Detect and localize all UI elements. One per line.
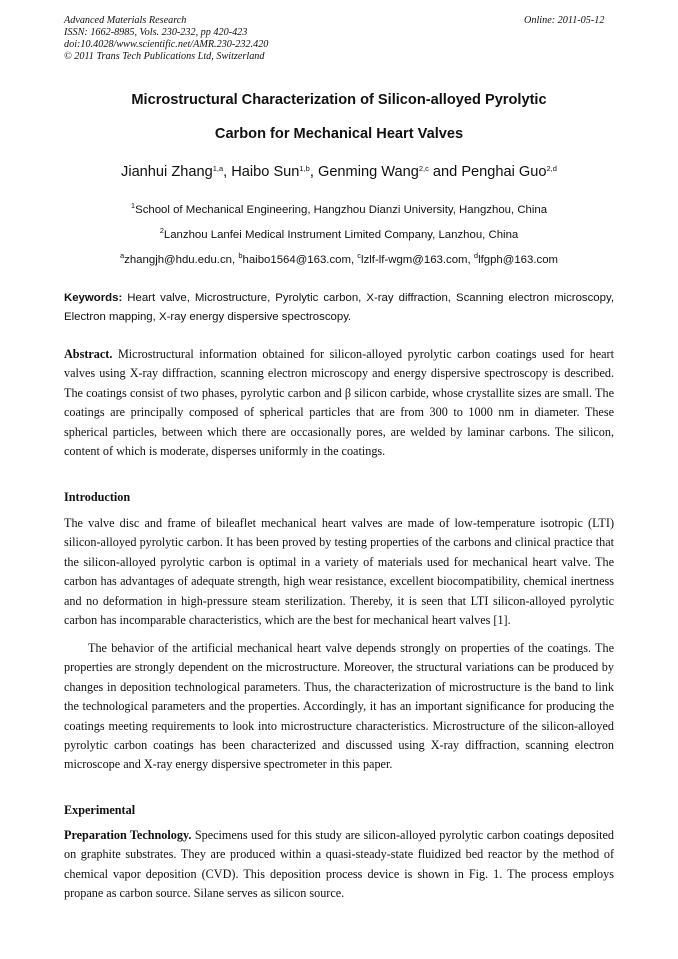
journal-issn: ISSN: 1662-8985, Vols. 230-232, pp 420-423 <box>64 27 248 38</box>
online-date: Online: 2011-05-12 <box>524 15 605 26</box>
affiliation-2: $^2$Lanzhou Lanfei Medical Instrument Limited Company, Lanzhou, China <box>159 226 519 241</box>
journal-name: Advanced Materials Research <box>64 15 187 26</box>
author-list <box>64 163 614 181</box>
section-heading-introduction: Introduction <box>64 490 131 504</box>
author: Haibo Sun$^{1,b}$, <box>231 164 318 180</box>
author: Jianhui Zhang$^{1,a}$, <box>121 164 232 180</box>
author-emails: $^a$zhangjh@hdu.edu.cn, $^b$haibo1564@163.com, $^c$lzlf-lf-wgm@163.com, $^d$lfgph@163.com <box>119 251 559 266</box>
keywords: Keywords: Heart valve, Microstructure, Pyrolytic carbon, X-ray diffraction, Scanning electron microscopy, Electron mapping, X-ray energy dispersive spectroscopy. <box>64 292 614 323</box>
journal-header <box>64 15 268 63</box>
introduction-paragraph-2: The behavior of the artificial mechanical heart valve depends strongly on properties of the coatings. The properties are strongly dependent on the microstructure. Moreover, the structural variations can be produced by changes in deposition technological parameters. Thus, the characterization of microstructure is the band to link the technological parameters and the properties. Accordingly, it has an important significance for producing the coatings meeting requirements to look into microstructure characteristics. Microstructure of the silicon-alloyed pyrolytic carbon coatings has been characterized and discussed using X-ray diffraction, scanning electron microscope and X-ray energy dispersive spectrometer in this paper. <box>64 641 614 772</box>
abstract-label: Abstract. <box>64 347 113 361</box>
preparation-technology-label: Preparation Technology. <box>64 828 192 842</box>
paper-title-line-2: Carbon for Mechanical Heart Valves <box>214 126 464 142</box>
affiliation-1: $^1$School of Mechanical Engineering, Hangzhou Dianzi University, Hangzhou, China <box>130 201 548 216</box>
section-heading-experimental: Experimental <box>64 803 136 817</box>
keywords-label: Keywords: <box>64 292 123 304</box>
paper-title-line-1: Microstructural Characterization of Silicon-alloyed Pyrolytic <box>131 92 547 108</box>
journal-doi: doi:10.4028/www.scientific.net/AMR.230-232.420 <box>64 39 269 50</box>
journal-copyright: © 2011 Trans Tech Publications Ltd, Switzerland <box>64 51 265 62</box>
experimental-paragraph: Preparation Technology. Specimens used for this study are silicon-alloyed pyrolytic carbon coatings deposited on graphite substrates. They are produced within a quasi-steady-state fluidized bed reactor by the method of chemical vapor deposition (CVD). This deposition process device is shown in Fig. 1. The process employs propane as carbon source. Silane serves as silicon source. <box>64 828 614 901</box>
abstract: Abstract. Microstructural information obtained for silicon-alloyed pyrolytic carbon coatings used for heart valves using X-ray diffraction, scanning electron microscopy and energy dispersive spectroscopy is described. The coatings consist of two phases, pyrolytic carbon and β silicon carbide, whose crystallite sizes are small. The coatings are principally composed of spherical particles that are from 300 to 1000 nm in diameter. These spherical particles, between which there are occasionally pores, are welded by laminar carbons. The silicon, content of which is moderate, disperses uniformly in the coatings. <box>64 347 614 459</box>
introduction-paragraph-1: The valve disc and frame of bileaflet mechanical heart valves are made of low-temperature isotropic (LTI) silicon-alloyed pyrolytic carbon. It has been proved by testing properties of the carbons and clinical practice that the silicon-alloyed pyrolytic carbon is optimal in a variety of materials used for mechanical heart valve. The carbon has advantages of adequate strength, high wear resistance, excellent biocompatibility, chemical inertness and no deformation in high-pressure steam sterilization. Thereby, it is seen that LTI silicon-alloyed pyrolytic carbon has incomparable characteristics, which are the best for mechanical heart valves [1]. <box>64 516 614 628</box>
author: Penghai Guo$^{2,d}$ <box>461 164 557 180</box>
author: Genming Wang$^{2,c}$ and <box>317 164 462 180</box>
